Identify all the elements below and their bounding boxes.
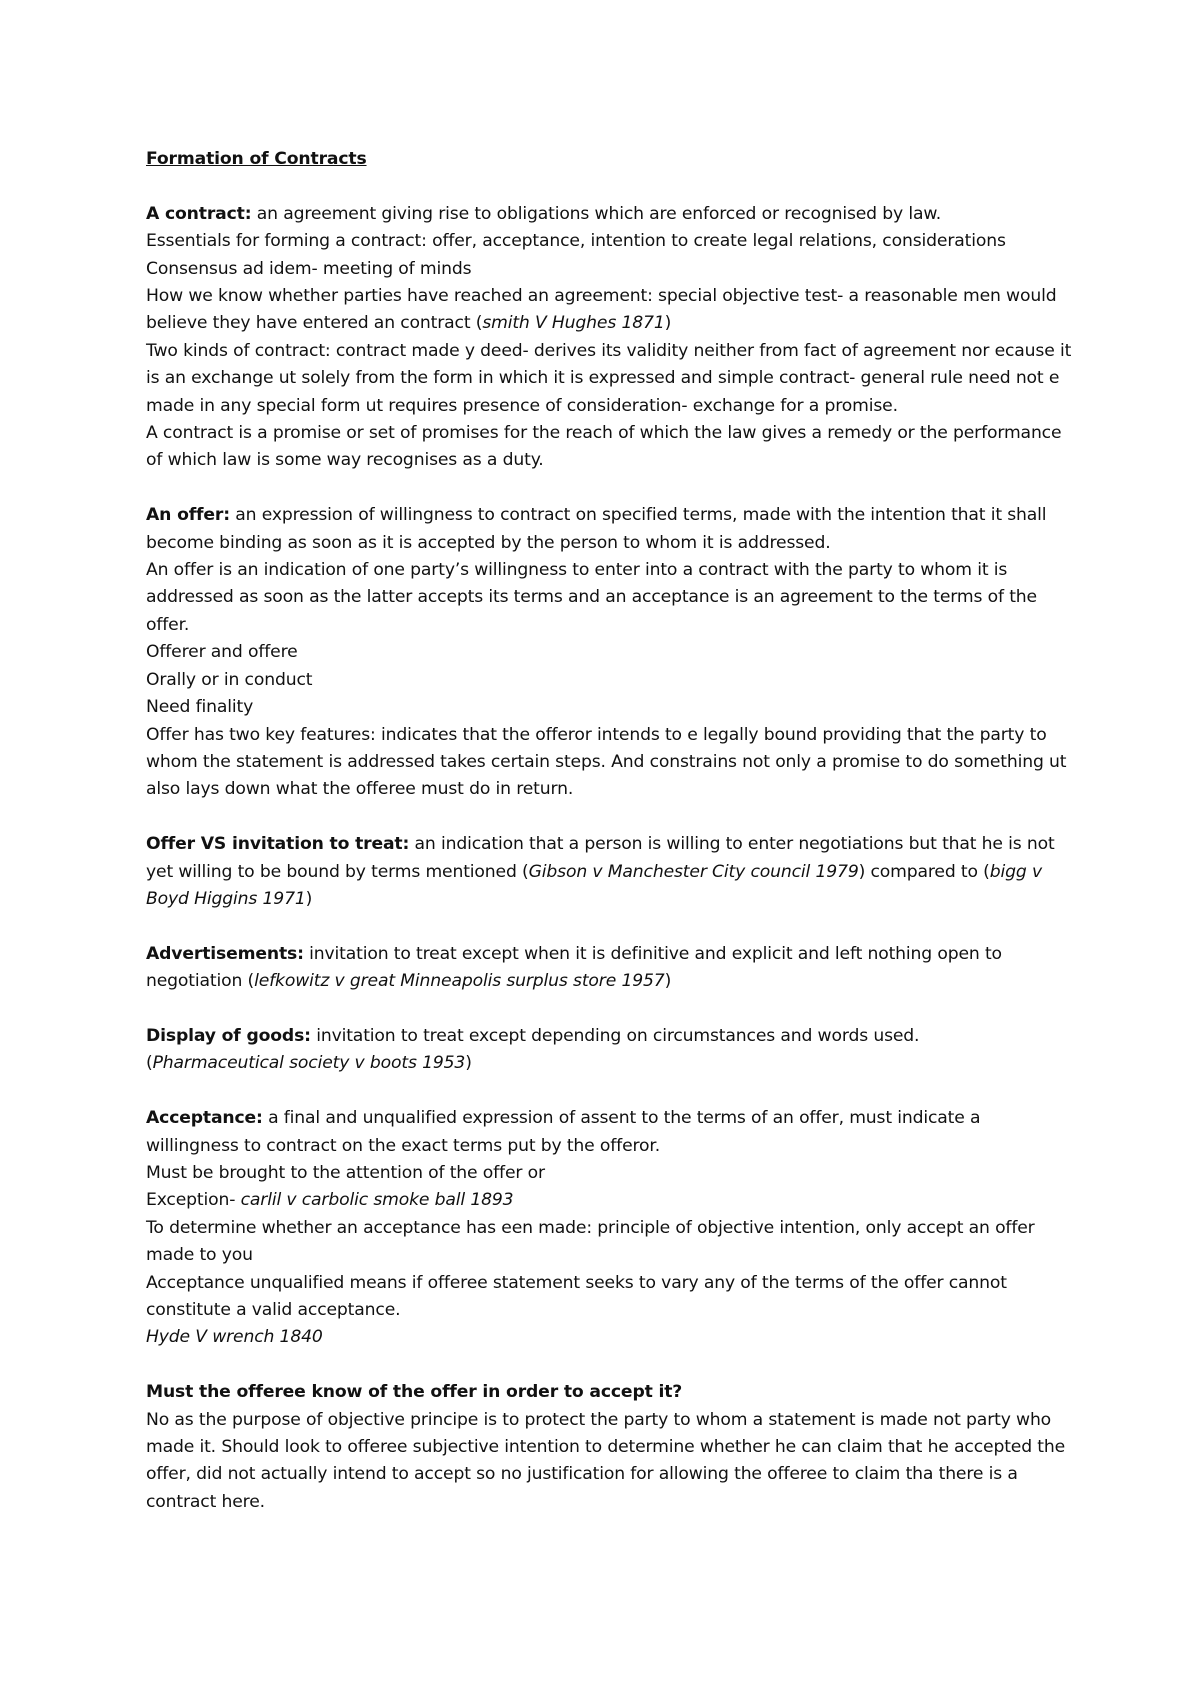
- text-run: Must be brought to the attention of the offer or: [146, 1162, 545, 1183]
- text-run: An offer is an indication of one party’s willingness to enter into a contract with the party to whom it is addressed as soon as the latter accepts its terms and an acceptance is an agreement to the terms of the offer.: [146, 560, 1037, 635]
- paragraph: [146, 667, 1076, 694]
- text-run: Orally or in conduct: [146, 669, 313, 690]
- section-contract: [146, 201, 1076, 475]
- spacer: [146, 996, 1076, 1023]
- bold-heading: An offer:: [146, 505, 230, 526]
- case-citation: smith V Hughes 1871: [482, 313, 665, 334]
- text-run: ): [465, 1053, 472, 1074]
- spacer: [146, 804, 1076, 831]
- text-run: Acceptance unqualified means if offeree statement seeks to vary any of the terms of the offer cannot constitute a valid acceptance.: [146, 1272, 1007, 1320]
- paragraph: [146, 1105, 1076, 1160]
- bold-heading: Acceptance:: [146, 1108, 263, 1129]
- text-run: ) compared to (: [858, 861, 990, 882]
- text-run: invitation to treat except when it is definitive and explicit and left nothing open to negotiation (: [146, 943, 1002, 992]
- spacer: [146, 1352, 1076, 1379]
- text-run: Offerer and offere: [146, 642, 298, 663]
- paragraph: [146, 502, 1076, 557]
- case-citation: lefkowitz v great Minneapolis surplus store 1957: [254, 971, 665, 992]
- paragraph: [146, 338, 1076, 420]
- text-run: invitation to treat except depending on circumstances and words used.: [310, 1025, 920, 1046]
- paragraph: [146, 557, 1076, 639]
- bold-heading: Must the offeree know of the offer in order to accept it?: [146, 1382, 683, 1403]
- case-citation: Pharmaceutical society v boots 1953: [152, 1053, 466, 1074]
- paragraph: [146, 1270, 1076, 1325]
- text-run: No as the purpose of objective principe is to protect the party to whom a statement is made not party who made it. Should look to offeree subjective intention to determine whether he can claim that he accepted the offer, did not actually intend to accept so no justification for allowing the offeree to claim tha there is a contract here.: [146, 1409, 1066, 1512]
- text-run: ): [664, 971, 672, 992]
- text-run: Consensus ad idem- meeting of minds: [146, 258, 472, 279]
- paragraph: [146, 639, 1076, 666]
- section-offeree-know: [146, 1379, 1076, 1516]
- text-run: an indication that a person is willing to enter negotiations but that he is not yet willing to be bound by terms mentioned (: [146, 834, 1055, 882]
- document-title: Formation of Contracts: [146, 149, 367, 169]
- paragraph: [146, 228, 1076, 255]
- bold-heading: A contract:: [146, 203, 252, 224]
- text-run: Two kinds of contract: contract made y deed- derives its validity neither from fact of agreement nor ecause it is an exchange ut solely from the form in which it is expressed and simple contract- general rule need not e made in any special form ut requires presence of consideration- exchange for a promise.: [146, 340, 1072, 416]
- paragraph: [146, 694, 1076, 721]
- paragraph: [146, 1407, 1076, 1517]
- text-run: Need finality: [146, 697, 254, 718]
- case-citation: carlil v carbolic smoke ball 1893: [240, 1190, 514, 1211]
- paragraph: [146, 283, 1076, 338]
- text-run: an expression of willingness to contract on specified terms, made with the intention that it shall become binding as soon as it is accepted by the person to whom it is addressed.: [146, 505, 1047, 553]
- paragraph: [146, 1187, 1076, 1214]
- paragraph: [146, 941, 1076, 996]
- text-run: (: [146, 1053, 153, 1074]
- section-acceptance: [146, 1105, 1076, 1352]
- text-run: ): [664, 313, 672, 334]
- case-citation: Hyde V wrench 1840: [146, 1327, 323, 1348]
- spacer: [146, 173, 1076, 200]
- text-run: A contract is a promise or set of promises for the reach of which the law gives a remedy or the performance of which law is some way recognises as a duty.: [146, 423, 1062, 471]
- paragraph: [146, 1160, 1076, 1187]
- text-run: Essentials for forming a contract: offer, acceptance, intention to create legal relations, considerations: [146, 231, 1006, 252]
- paragraph: [146, 420, 1076, 475]
- text-run: ): [305, 888, 313, 909]
- spacer: [146, 913, 1076, 940]
- bold-heading: Offer VS invitation to treat:: [146, 834, 410, 855]
- paragraph: [146, 831, 1076, 913]
- paragraph: [146, 1215, 1076, 1270]
- section-offer: [146, 502, 1076, 803]
- text-run: How we know whether parties have reached an agreement: special objective test- a reasonable men would believe they have entered an contract (: [146, 286, 1057, 334]
- section-advertisements: [146, 941, 1076, 996]
- paragraph: [146, 1379, 1076, 1406]
- text-run: a final and unqualified expression of assent to the terms of an offer, must indicate a willingness to contract on the exact terms put by the offeror.: [146, 1108, 981, 1156]
- paragraph: [146, 1324, 1076, 1351]
- section-display: [146, 1023, 1076, 1078]
- spacer: [146, 475, 1076, 502]
- text-run: To determine whether an acceptance has een made: principle of objective intention, only accept an offer made to you: [146, 1217, 1035, 1266]
- sections-container: [146, 201, 1076, 1516]
- case-citation: Gibson v Manchester City council 1979: [528, 861, 859, 882]
- paragraph: [146, 722, 1076, 804]
- section-invitation: [146, 831, 1076, 913]
- bold-heading: Advertisements:: [146, 943, 304, 964]
- bold-heading: Display of goods:: [146, 1025, 311, 1046]
- text-run: an agreement giving rise to obligations which are enforced or recognised by law.: [251, 203, 942, 224]
- text-run: Offer has two key features: indicates that the offeror intends to e legally bound providing that the party to whom the statement is addressed takes certain steps. And constrains not only a promise to do something ut also lays down what the offeree must do in return.: [146, 724, 1067, 800]
- text-run: Exception-: [146, 1190, 241, 1211]
- paragraph: [146, 1050, 1076, 1077]
- paragraph: [146, 1023, 1076, 1050]
- document-body: [146, 146, 1076, 1516]
- paragraph: [146, 201, 1076, 228]
- case-citation: bigg v Boyd Higgins 1971: [146, 861, 1042, 909]
- paragraph: [146, 256, 1076, 283]
- spacer: [146, 1078, 1076, 1105]
